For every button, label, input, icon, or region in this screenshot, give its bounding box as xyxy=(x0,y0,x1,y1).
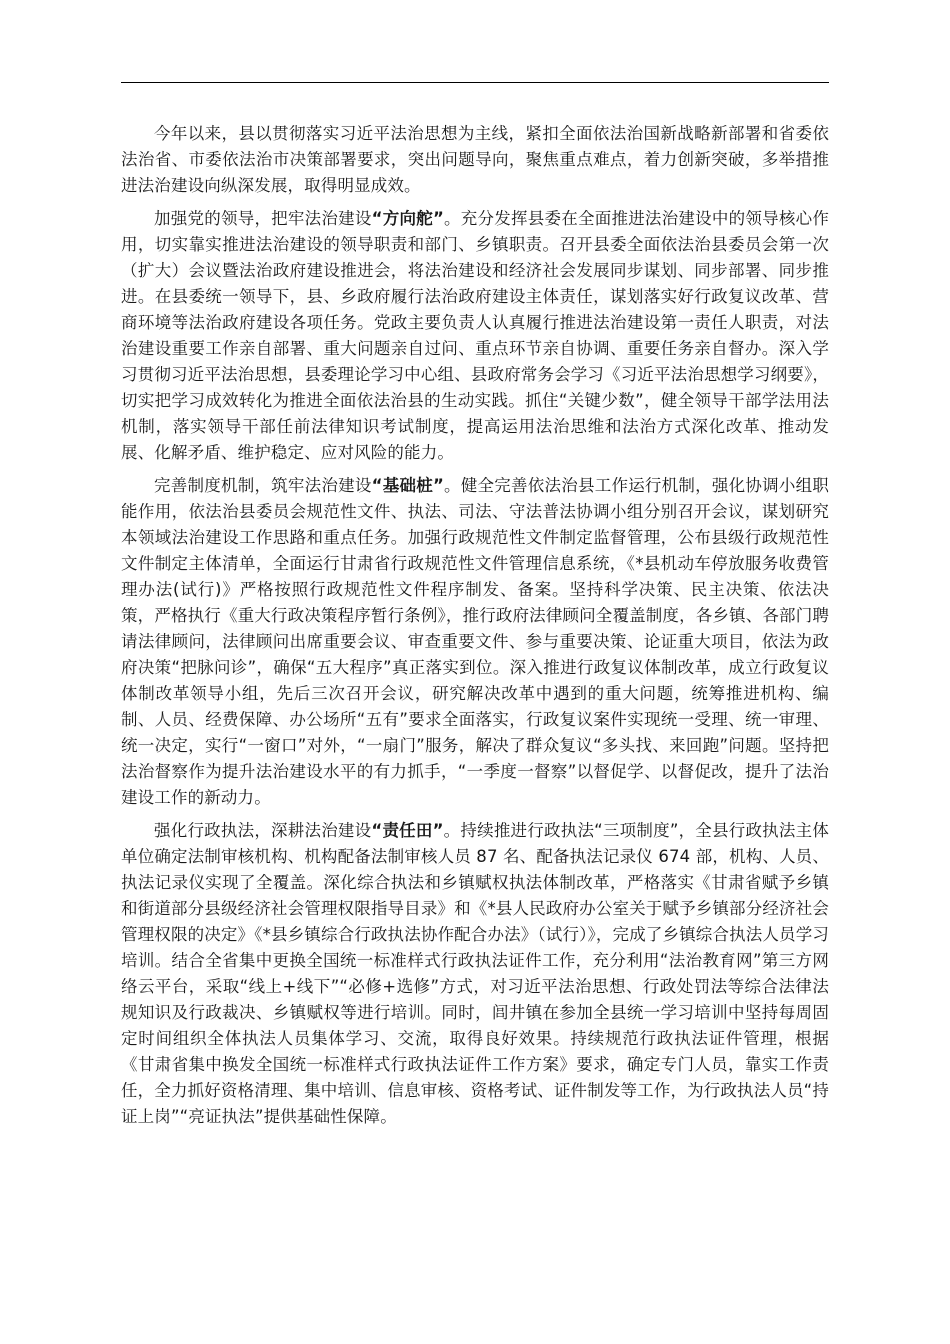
paragraph-text: 。健全完善依法治县工作运行机制，强化协调小组职能作用，依法治县委员会规范性文件、执法、司法、守法普法协调小组分别召开会议，谋划研究本领域法治建设工作思路和重点任务。加强行政规范性文件制定监督管理，公布县级行政规范性文件制定主体清单，全面运行甘肃省行政规范性文件管理信息系统，《*县机动车停放服务收费管理办法(试行)》严格按照行政规范性文件程序制发、备案。坚持科学决策、民主决策、依法决策，严格执行《重大行政决策程序暂行条例》，推行政府法律顾问全覆盖制度，各乡镇、各部门聘请法律顾问，法律顾问出席重要会议、审查重要文件、参与重要决策、论证重大项目，依法为政府决策“把脉问诊”，确保“五大程序”真正落实到位。深入推进行政复议体制改革，成立行政复议体制改革领导小组，先后三次召开会议，研究解决改革中遇到的重大问题，统筹推进机构、编制、人员、经费保障、办公场所“五有”要求全面落实，行政复议案件实现统一受理、统一审理、统一决定，实行“一窗口”对外，“一扇门”服务，解决了群众复议“多头找、来回跑”问题。坚持把法治督察作为提升法治建设水平的有力抓手，“一季度一督察”以督促学、以督促改，提升了法治建设工作的新动力。 xyxy=(121,476,829,807)
administrative-enforcement-paragraph xyxy=(121,818,829,1130)
paragraph-heading-text: 完善制度机制，筑牢法治建设 xyxy=(154,476,372,495)
party-leadership-paragraph xyxy=(121,206,829,466)
paragraph-text: 。持续推进行政执法“三项制度”，全县行政执法主体单位确定法制审核机构、机构配备法制审核人员 87 名、配备执法记录仪 674 部，机构、人员、执法记录仪实现了全覆盖。深化综合执法和乡镇赋权执法体制改革，严格落实《甘肃省赋予乡镇和街道部分县级经济社会管理权限指导目录》和《*县人民政府办公室关于赋予乡镇部分经济社会管理权限的决定》《*县乡镇综合行政执法协作配合办法》（试行）》，完成了乡镇综合执法人员学习培训。结合全省集中更换全国统一标准样式行政执法证件工作，充分利用“法治教育网”第三方网络云平台，采取“线上+线下”“必修+选修”方式，对习近平法治思想、行政处罚法等综合法律法规知识及行政裁决、乡镇赋权等进行培训。同时，闾井镇在参加全县统一学习培训中坚持每周固定时间组织全体执法人员集体学习、交流，取得良好效果。持续规范行政执法证件管理，根据《甘肃省集中换发全国统一标准样式行政执法证件工作方案》要求，确定专门人员，靠实工作责任，全力抓好资格清理、集中培训、信息审核、资格考试、证件制发等工作，为行政执法人员“持证上岗”“亮证执法”提供基础性保障。 xyxy=(121,821,829,1126)
paragraph-heading-text: 强化行政执法，深耕法治建设 xyxy=(154,821,372,840)
paragraph-text: 今年以来，县以贯彻落实习近平法治思想为主线，紧扣全面依法治国新战略新部署和省委依法治省、市委依法治市决策部署要求，突出问题导向，聚焦重点难点，着力创新突破，多举措推进法治建设向纵深发展，取得明显成效。 xyxy=(121,124,829,195)
intro-paragraph xyxy=(121,121,829,199)
emphasized-keyword: “方向舵” xyxy=(371,209,444,228)
document-body xyxy=(121,121,829,1137)
institutional-mechanism-paragraph xyxy=(121,473,829,811)
emphasized-keyword: “基础桩” xyxy=(371,476,444,495)
header-rule xyxy=(121,82,829,83)
emphasized-keyword: “责任田” xyxy=(371,821,444,840)
paragraph-heading-text: 加强党的领导，把牢法治建设 xyxy=(154,209,372,228)
paragraph-text: 。充分发挥县委在全面推进法治建设中的领导核心作用，切实靠实推进法治建设的领导职责和部门、乡镇职责。召开县委全面依法治县委员会第一次（扩大）会议暨法治政府建设推进会，将法治建设和经济社会发展同步谋划、同步部署、同步推进。在县委统一领导下，县、乡政府履行法治政府建设主体责任，谋划落实好行政复议改革、营商环境等法治政府建设各项任务。党政主要负责人认真履行推进法治建设第一责任人职责，对法治建设重要工作亲自部署、重大问题亲自过问、重点环节亲自协调、重要任务亲自督办。深入学习贯彻习近平法治思想，县委理论学习中心组、县政府常务会学习《习近平法治思想学习纲要》，切实把学习成效转化为推进全面依法治县的生动实践。抓住“关键少数”，健全领导干部学法用法机制，落实领导干部任前法律知识考试制度，提高运用法治思维和法治方式深化改革、推动发展、化解矛盾、维护稳定、应对风险的能力。 xyxy=(121,209,829,462)
